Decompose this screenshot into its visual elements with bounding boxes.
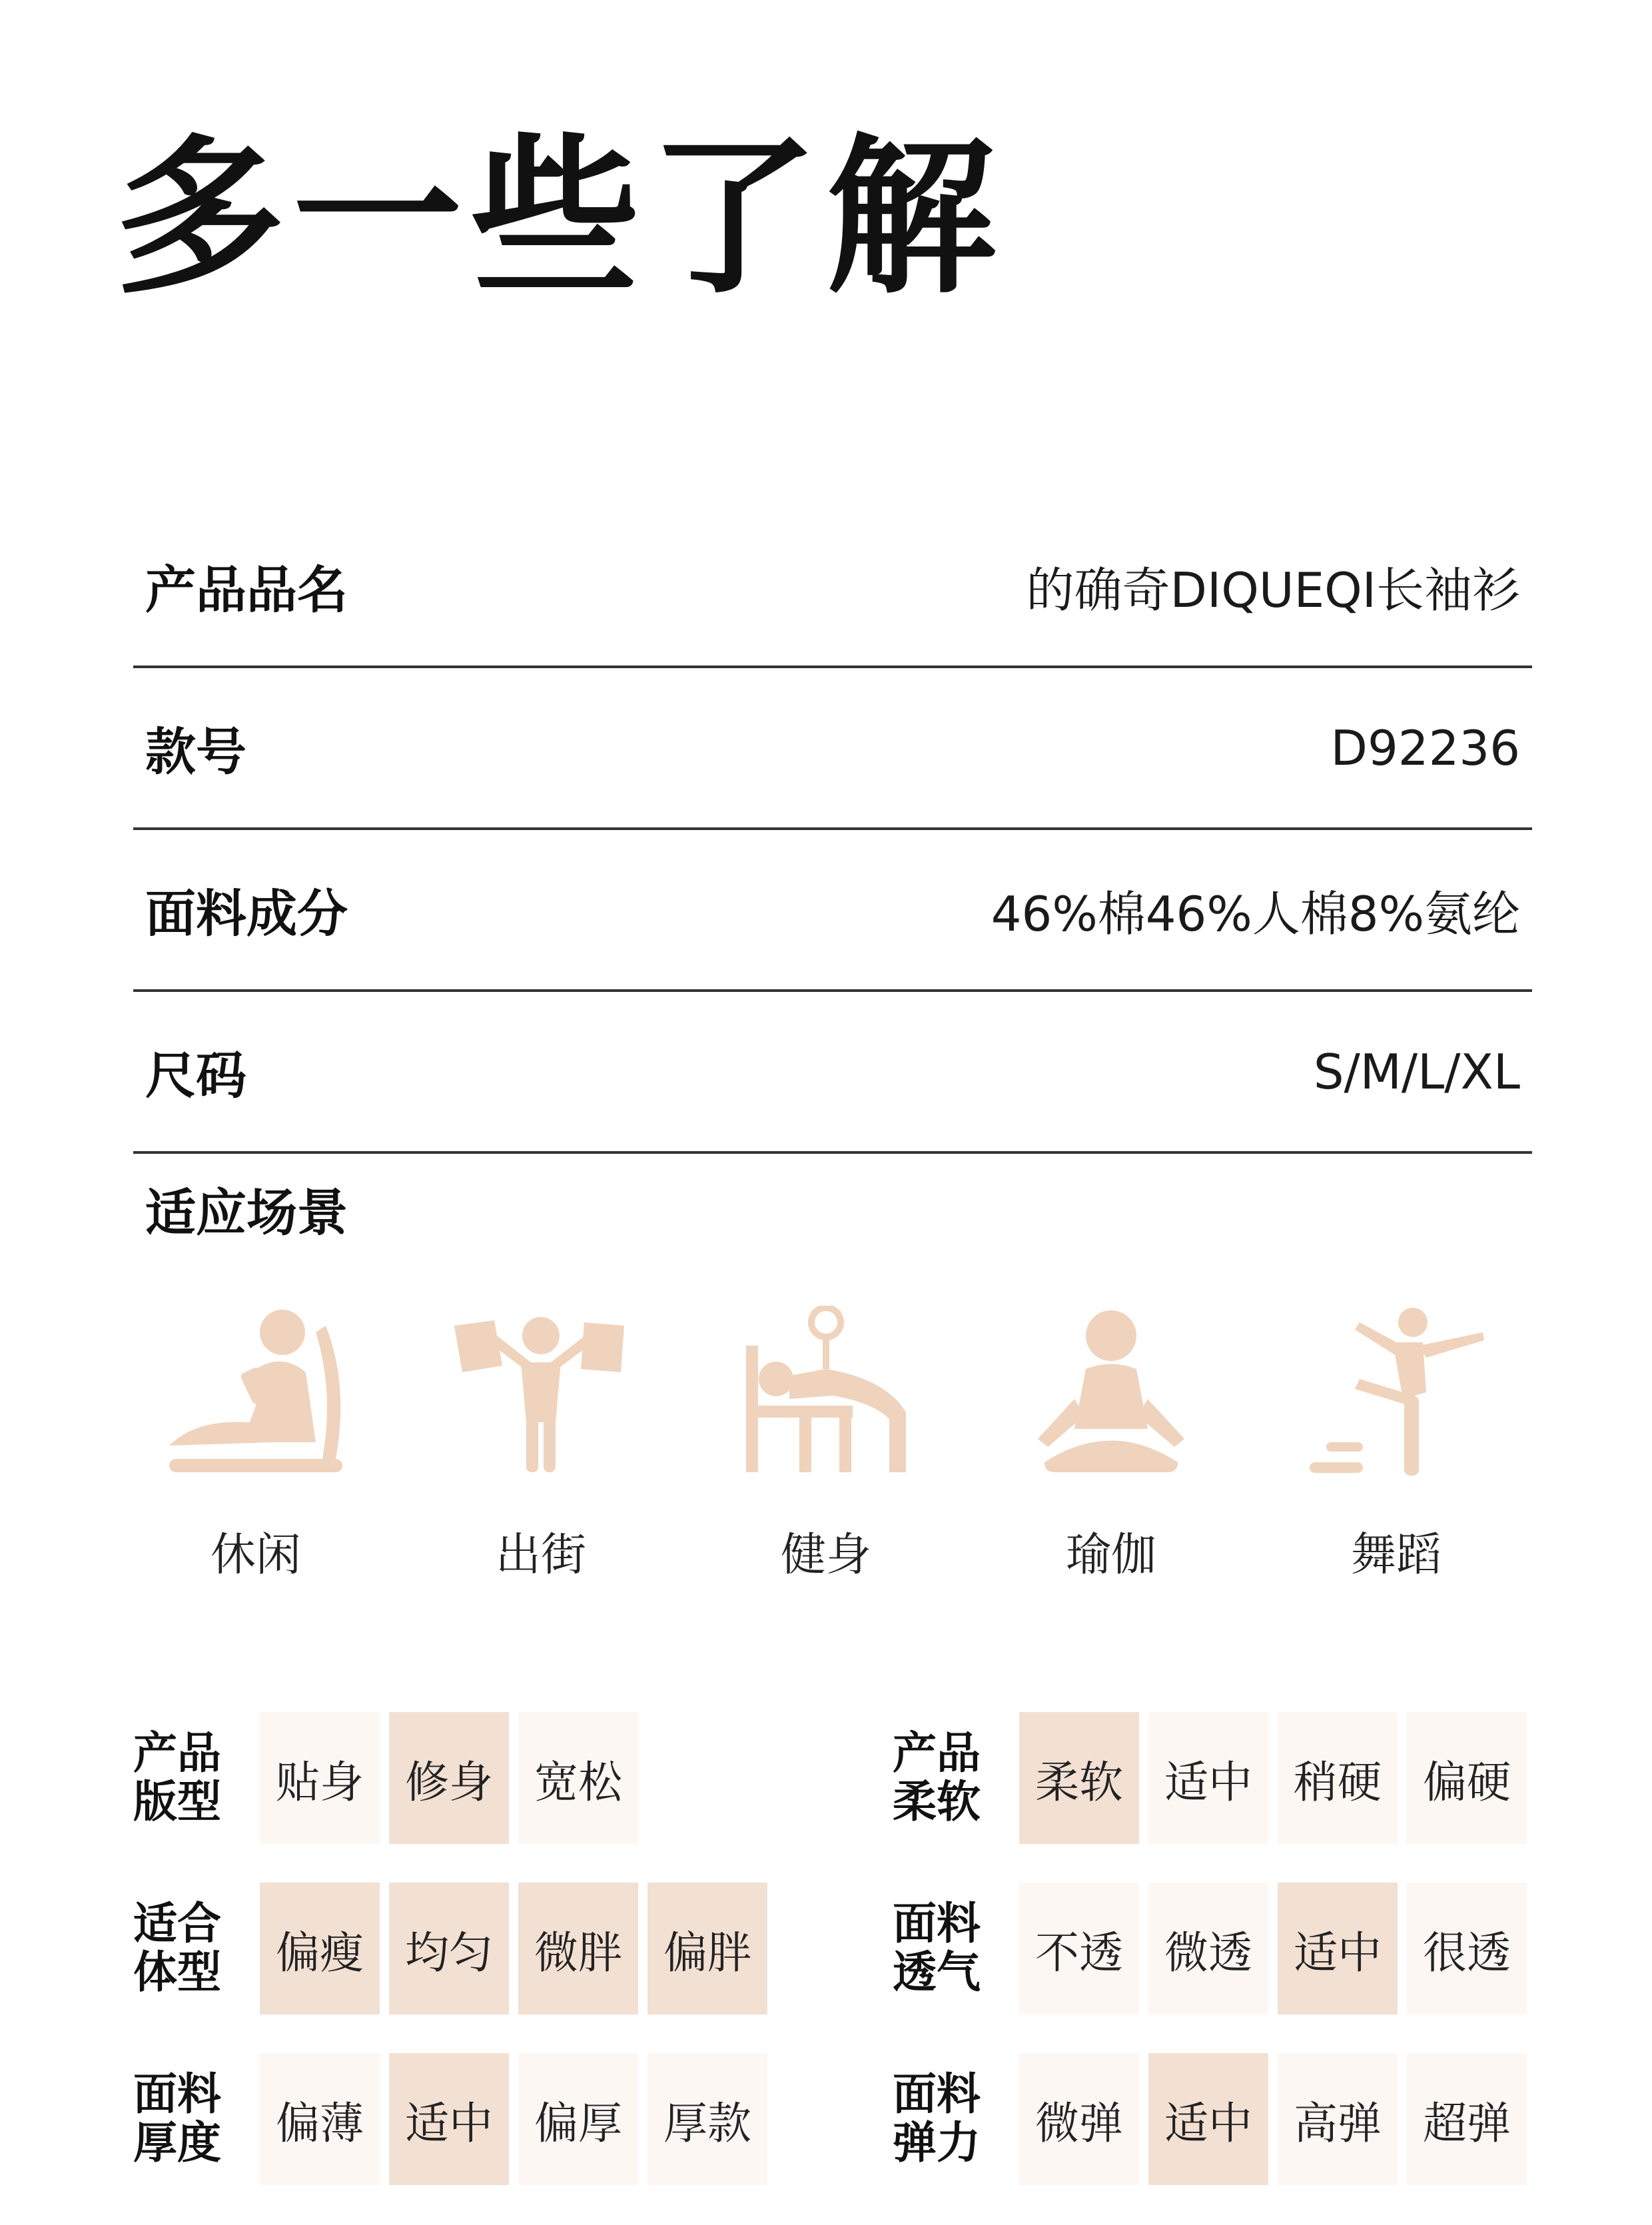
attr-label: 产品 柔软 <box>893 1727 981 1827</box>
page-title: 多一些了解 <box>115 119 1005 317</box>
reading-icon <box>156 1306 356 1492</box>
attribute-grid <box>133 1712 1532 2185</box>
scene-label: 休闲 <box>210 1529 301 1581</box>
attr-options <box>260 1883 767 2014</box>
spec-row-name <box>133 506 1532 668</box>
attr-body-type <box>133 1883 773 2014</box>
attr-option: 很透 <box>1407 1883 1527 2014</box>
attr-softness <box>893 1712 1532 1844</box>
scene-item <box>683 1306 969 1583</box>
attr-thickness <box>133 2053 773 2185</box>
spec-label: 产品品名 <box>145 560 348 620</box>
scene-item <box>398 1306 683 1583</box>
attr-option: 偏厚 <box>518 2053 638 2185</box>
scenes-title: 适应场景 <box>145 1183 348 1242</box>
attr-label: 产品 版型 <box>133 1727 221 1827</box>
attr-option-selected: 均匀 <box>389 1883 509 2014</box>
attr-option-selected: 修身 <box>389 1712 509 1844</box>
attr-option: 不透 <box>1019 1883 1139 2014</box>
attr-option-selected: 偏胖 <box>647 1883 767 2014</box>
spec-value: 的确奇DIQUEQI长袖衫 <box>1026 562 1520 618</box>
spec-label: 尺码 <box>145 1046 246 1105</box>
spec-label: 面料成分 <box>145 884 348 943</box>
spec-label: 款号 <box>145 722 246 781</box>
scene-item <box>969 1306 1254 1583</box>
attr-option: 稍硬 <box>1278 1712 1398 1844</box>
attr-breathability <box>893 1883 1532 2014</box>
scene-label: 健身 <box>780 1529 871 1581</box>
meditation-icon <box>1011 1306 1211 1492</box>
attr-option-selected: 微胖 <box>518 1883 638 2014</box>
attr-option: 高弹 <box>1278 2053 1398 2185</box>
attr-options <box>260 1712 638 1844</box>
spec-value: 46%棉46%人棉8%氨纶 <box>991 885 1520 942</box>
attr-option: 超弹 <box>1407 2053 1527 2185</box>
spec-table <box>133 506 1532 1154</box>
attr-option: 厚款 <box>647 2053 767 2185</box>
fitness-icon <box>726 1306 926 1492</box>
attr-option: 偏薄 <box>260 2053 380 2185</box>
attr-option-selected: 偏瘦 <box>260 1883 380 2014</box>
attr-option-selected: 适中 <box>1148 2053 1268 2185</box>
attr-options <box>260 2053 767 2185</box>
attr-option: 微弹 <box>1019 2053 1139 2185</box>
dance-icon <box>1296 1306 1496 1492</box>
attr-option: 微透 <box>1148 1883 1268 2014</box>
attr-options <box>1019 2053 1527 2185</box>
scene-item <box>1254 1306 1539 1583</box>
spec-row-fabric <box>133 830 1532 992</box>
attr-label: 面料 厚度 <box>133 2068 221 2168</box>
attr-fit <box>133 1712 773 1844</box>
spec-row-model <box>133 668 1532 830</box>
attr-option: 适中 <box>1148 1712 1268 1844</box>
attr-options <box>1019 1883 1527 2014</box>
attr-option-selected: 柔软 <box>1019 1712 1139 1844</box>
attr-option-selected: 适中 <box>1278 1883 1398 2014</box>
scene-label: 出街 <box>495 1529 586 1581</box>
spec-value: S/M/L/XL <box>1313 1043 1520 1100</box>
scene-label: 瑜伽 <box>1065 1529 1156 1581</box>
attr-label: 面料 弹力 <box>893 2068 981 2168</box>
attr-option: 贴身 <box>260 1712 380 1844</box>
attr-label: 适合 体型 <box>133 1898 221 1998</box>
scene-label: 舞蹈 <box>1350 1529 1442 1581</box>
attr-label: 面料 透气 <box>893 1898 981 1998</box>
attr-elasticity <box>893 2053 1532 2185</box>
attr-option: 宽松 <box>518 1712 638 1844</box>
attr-options <box>1019 1712 1527 1844</box>
spec-value: D92236 <box>1330 719 1520 776</box>
scene-list <box>113 1306 1539 1583</box>
attr-option: 偏硬 <box>1407 1712 1527 1844</box>
spec-row-size <box>133 992 1532 1154</box>
scene-item <box>113 1306 398 1583</box>
attr-option-selected: 适中 <box>389 2053 509 2185</box>
shopping-icon <box>441 1306 641 1492</box>
